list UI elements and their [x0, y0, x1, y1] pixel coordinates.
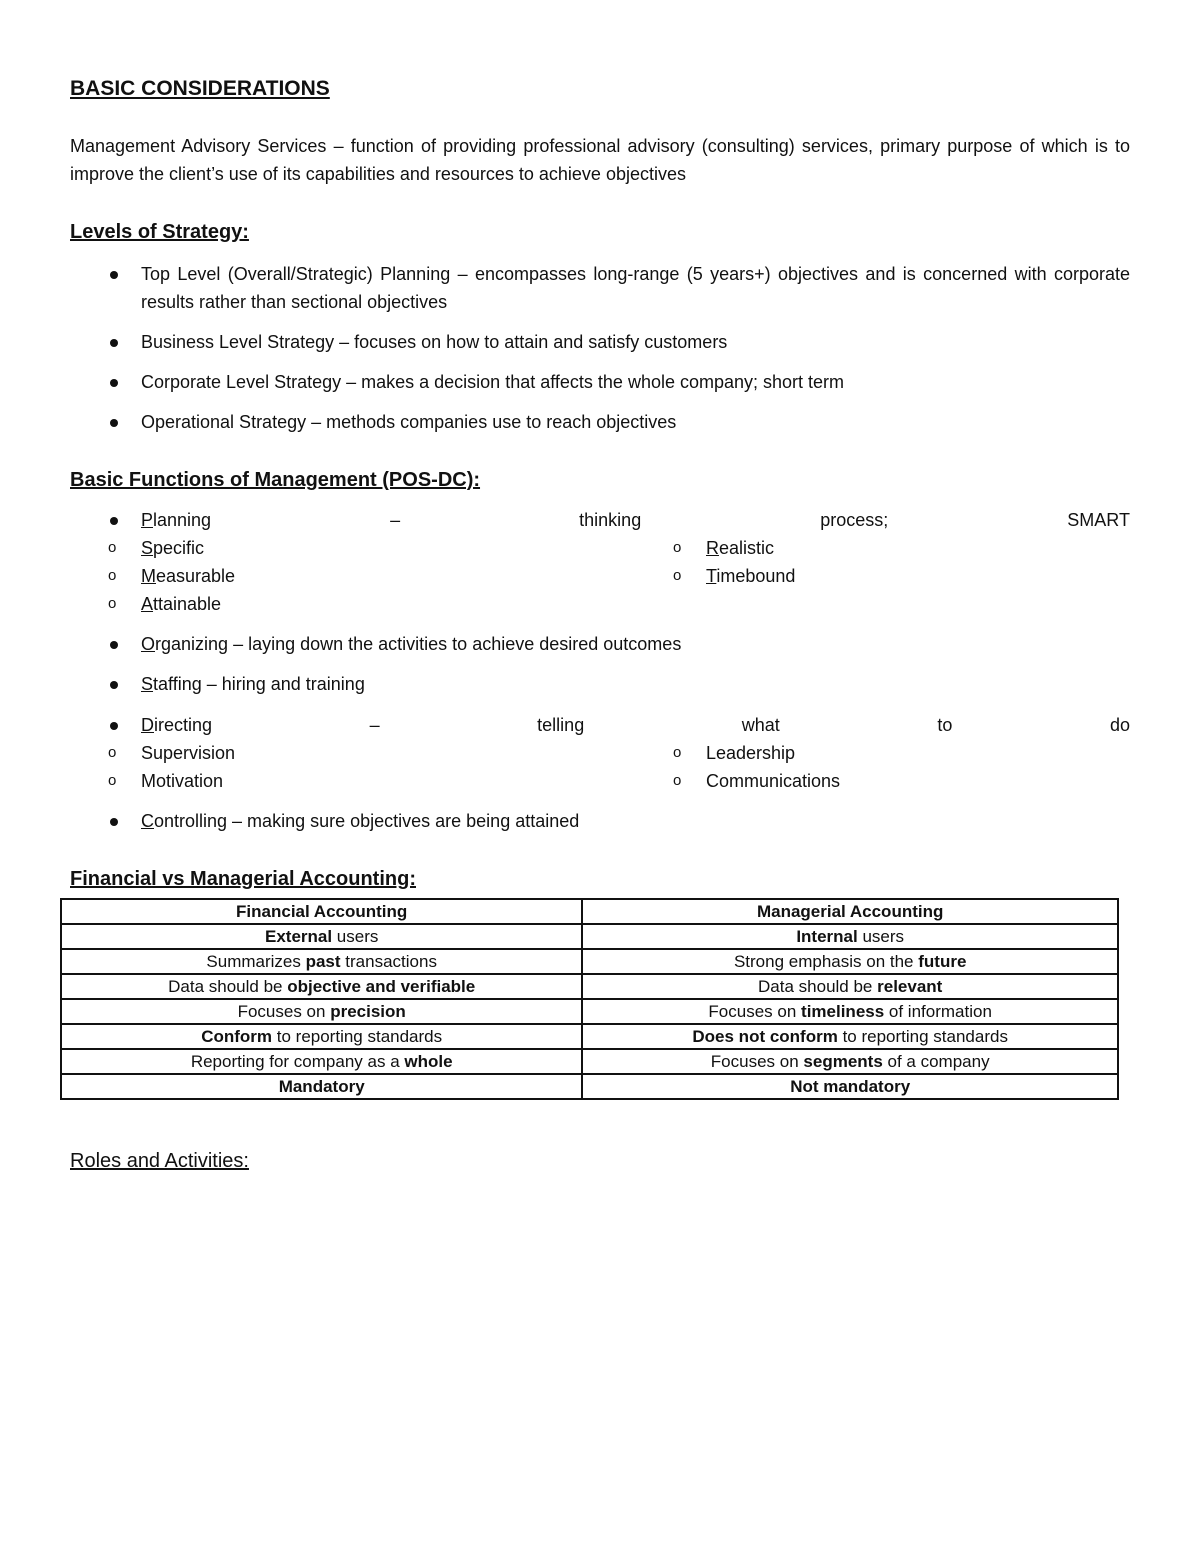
directing-col-right: [635, 739, 995, 795]
cell-emphasis: Mandatory: [278, 1077, 365, 1096]
cell-text: users: [857, 927, 905, 946]
sub-item-rest: pecific: [153, 538, 205, 558]
table-cell: [61, 1074, 582, 1099]
functions-heading: Basic Functions of Management (POS-DC):: [70, 469, 481, 491]
cell-emphasis: precision: [330, 1002, 406, 1021]
list-item: Business Level Strategy – focuses on how to attain and satisfy customers: [70, 328, 1130, 356]
cell-text: to reporting standards: [837, 1027, 1008, 1046]
cell-text: of information: [884, 1002, 992, 1021]
table-cell: [582, 1024, 1118, 1049]
cell-emphasis: Conform: [201, 1027, 273, 1046]
table-header-row: [61, 899, 1118, 924]
cell-text: Strong emphasis on the: [733, 952, 919, 971]
table-cell: [61, 974, 582, 999]
planning-term: [141, 506, 211, 534]
cell-text: Focuses on: [708, 1002, 802, 1021]
list-item-organizing: [70, 630, 1130, 658]
table-cell: [582, 924, 1118, 949]
sub-item: o Leadership: [635, 739, 995, 767]
accounting-heading: Financial vs Managerial Accounting:: [70, 868, 416, 890]
sub-item: [70, 562, 635, 590]
cell-emphasis: whole: [404, 1052, 453, 1071]
cell-text: Focuses on: [237, 1002, 331, 1021]
table-row: [61, 949, 1118, 974]
cell-emphasis: future: [918, 952, 967, 971]
cell-emphasis: Internal: [796, 927, 858, 946]
directing-word: telling: [537, 715, 585, 735]
table-cell: [582, 974, 1118, 999]
controlling-initial: C: [141, 811, 154, 831]
cell-text: Reporting for company as a: [190, 1052, 405, 1071]
cell-emphasis: relevant: [877, 977, 943, 996]
sub-item: [635, 562, 995, 590]
cell-text: to reporting standards: [272, 1027, 443, 1046]
planning-rest: lanning: [153, 510, 212, 530]
table-cell: [582, 999, 1118, 1024]
list-item-planning: [70, 506, 1130, 534]
sub-item-rest: ealistic: [719, 538, 775, 558]
directing-word: to: [937, 715, 953, 735]
intro-paragraph: Management Advisory Services – function of providing professional advisory (consulting) services, primary purpose of which is to improve the client’s use of its capabilities and resources to achieve objectives: [70, 136, 1130, 184]
sub-item-initial: M: [141, 566, 156, 586]
smart-col-right: [635, 534, 995, 618]
controlling-rest: ontrolling – making sure objectives are being attained: [154, 811, 580, 831]
organizing-initial: O: [141, 634, 156, 654]
table-cell: [61, 1024, 582, 1049]
roles-heading: Roles and Activities:: [70, 1150, 249, 1172]
planning-word: thinking: [579, 510, 642, 530]
list-item: Top Level (Overall/Strategic) Planning – encompasses long-range (5 years+) objectives and is concerned with corporate results rather than sectional objectives: [70, 260, 1130, 316]
cell-emphasis: segments: [803, 1052, 883, 1071]
cell-emphasis: Not mandatory: [790, 1077, 911, 1096]
table-header-cell: Financial Accounting: [61, 899, 582, 924]
organizing-rest: rganizing – laying down the activities to achieve desired outcomes: [155, 634, 682, 654]
accounting-table: [60, 898, 1119, 1100]
sub-item: [635, 534, 995, 562]
table-row: [61, 999, 1118, 1024]
sub-item: [70, 534, 635, 562]
cell-text: of a company: [882, 1052, 990, 1071]
list-item-directing: [70, 711, 1130, 739]
sub-item: o Supervision: [70, 739, 635, 767]
list-item: Corporate Level Strategy – makes a decision that affects the whole company; short term: [70, 368, 1130, 396]
functions-list-2: [70, 630, 1130, 739]
sub-item-rest: easurable: [156, 566, 236, 586]
directing-line: [141, 711, 1130, 739]
cell-emphasis: past: [305, 952, 341, 971]
planning-word: SMART: [1067, 510, 1130, 530]
table-header-cell: Managerial Accounting: [582, 899, 1118, 924]
directing-word: –: [369, 715, 380, 735]
planning-line: [141, 506, 1130, 534]
directing-term: [141, 711, 212, 739]
accounting-table-body: [61, 899, 1118, 1099]
staffing-rest: taffing – hiring and training: [153, 674, 365, 694]
sub-item: o Motivation: [70, 767, 635, 795]
table-row: [61, 1049, 1118, 1074]
cell-emphasis: External: [264, 927, 333, 946]
cell-text: Data should be: [168, 977, 288, 996]
list-item-controlling: [70, 807, 1130, 835]
list-item-staffing: [70, 670, 1130, 698]
table-cell: [582, 949, 1118, 974]
cell-text: Focuses on: [710, 1052, 804, 1071]
levels-list: [70, 260, 1130, 436]
smart-sublist: [70, 534, 1130, 618]
sub-item-rest: ttainable: [153, 594, 222, 614]
functions-list-3: [70, 807, 1130, 835]
functions-list: [70, 506, 1130, 534]
directing-rest: irecting: [154, 715, 213, 735]
cell-text: Summarizes: [206, 952, 306, 971]
directing-word: do: [1109, 715, 1130, 735]
directing-sublist: [70, 739, 1130, 795]
list-item: Operational Strategy – methods companies use to reach objectives: [70, 408, 1130, 436]
cell-emphasis: timeliness: [801, 1002, 885, 1021]
sub-item-initial: T: [706, 566, 717, 586]
table-cell: [61, 1049, 582, 1074]
sub-item: [70, 590, 635, 618]
cell-text: users: [332, 927, 379, 946]
document-page: [70, 72, 1130, 893]
cell-text: Data should be: [758, 977, 878, 996]
sub-item-rest: imebound: [716, 566, 796, 586]
cell-emphasis: Does not conform: [692, 1027, 838, 1046]
table-row: [61, 924, 1118, 949]
table-row: [61, 974, 1118, 999]
planning-word: process;: [820, 510, 889, 530]
cell-text: transactions: [340, 952, 437, 971]
table-row: [61, 1074, 1118, 1099]
smart-col-left: [70, 534, 635, 618]
table-cell: [61, 949, 582, 974]
table-row: [61, 1024, 1118, 1049]
directing-col-left: [70, 739, 635, 795]
sub-item-initial: A: [141, 594, 154, 614]
table-cell: [61, 999, 582, 1024]
document-title: BASIC CONSIDERATIONS: [70, 77, 330, 100]
staffing-initial: S: [141, 674, 154, 694]
levels-heading: Levels of Strategy:: [70, 221, 249, 243]
sub-item-initial: R: [706, 538, 719, 558]
cell-emphasis: objective and verifiable: [287, 977, 476, 996]
planning-initial: P: [141, 510, 154, 530]
directing-word: what: [741, 715, 780, 735]
planning-word: –: [390, 510, 401, 530]
directing-initial: D: [141, 715, 154, 735]
sub-item-initial: S: [141, 538, 154, 558]
table-cell: [582, 1049, 1118, 1074]
table-cell: [582, 1074, 1118, 1099]
table-cell: [61, 924, 582, 949]
sub-item: o Communications: [635, 767, 995, 795]
